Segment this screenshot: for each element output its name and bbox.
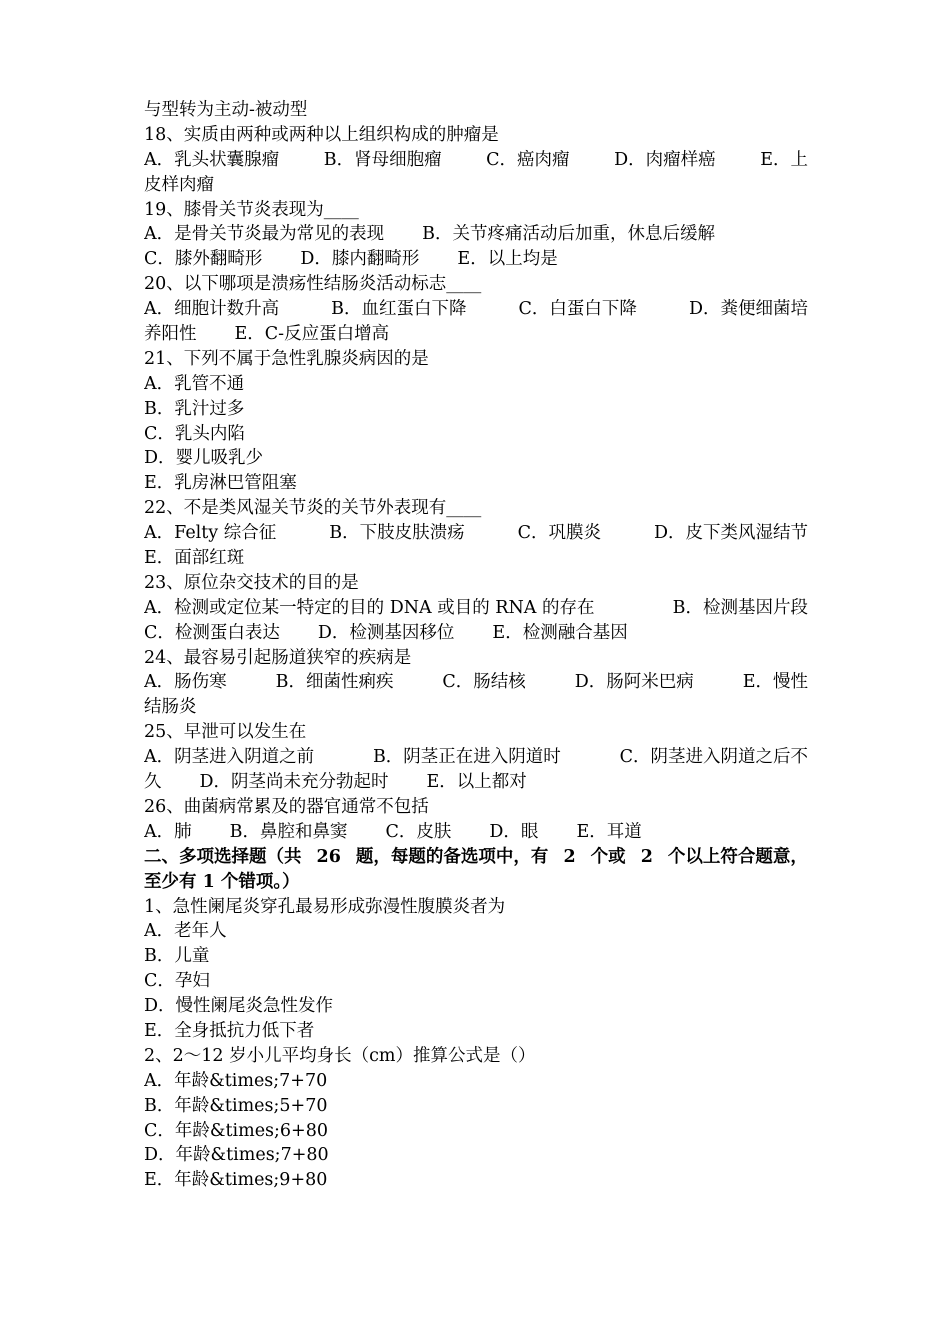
text-line: E．全身抵抗力低下者 [144,1020,315,1041]
text-line: 24、最容易引起肠道狭窄的疾病是 [144,647,412,668]
text-line: 26、曲菌病常累及的器官通常不包括 [144,796,429,817]
option-text: C．癌肉瘤 [486,149,570,170]
option-text: B．肾母细胞瘤 [323,149,442,170]
option-text: D．阴茎尚未充分勃起时 [199,772,389,793]
option-text: B．下肢皮肤溃疡 [329,523,465,544]
text-line: D．慢性阑尾炎急性发作 [144,996,334,1017]
option-text: C．肠结核 [442,672,526,693]
option-text: D．肉瘤样癌 [614,149,716,170]
document-page [144,98,808,1193]
options-line [144,521,808,546]
option-text: B．细菌性痢疾 [275,672,394,693]
text-line: D．婴儿吸乳少 [144,448,264,469]
text-line: 22、不是类风湿关节炎的关节外表现有____ [144,498,482,519]
option-text: D．肠阿米巴病 [574,672,694,693]
text-line: C．乳头内陷 [144,423,245,444]
option-text: E．C-反应蛋白增高 [234,324,390,345]
option-text: A．肠伤寒 [144,672,227,693]
options-line [144,247,808,272]
text-line: D．年龄&times;7+80 [144,1145,329,1166]
option-text: C．白蛋白下降 [518,299,637,320]
text-line: B．乳汁过多 [144,398,245,419]
option-text: D．检测基因移位 [317,622,455,643]
text-line: 23、原位杂交技术的目的是 [144,572,359,593]
option-text: D．皮下类风湿结节 [653,523,808,544]
option-text: E．耳道 [576,821,642,842]
option-text: 久 [144,772,162,793]
text-line: 1、急性阑尾炎穿孔最易形成弥漫性腹膜炎者为 [144,896,506,917]
option-text: C．皮肤 [385,821,452,842]
option-text: D．粪便细菌培 [688,299,808,320]
option-text: B．阴茎正在进入阴道时 [372,747,561,768]
option-text: 2 [640,846,653,867]
text-line: 皮样肉瘤 [144,174,214,195]
option-text: B．血红蛋白下降 [331,299,467,320]
option-text: 2 [563,846,576,867]
options-line [144,820,808,845]
option-text: E．慢性 [742,672,808,693]
option-text: D．膝内翻畸形 [300,249,420,270]
option-text: A．细胞计数升高 [144,299,280,320]
options-line [144,745,808,770]
text-line: 2、2～12 岁小儿平均身长（cm）推算公式是（） [144,1045,536,1066]
text-line: 20、以下哪项是溃疡性结肠炎活动标志____ [144,274,482,295]
option-text: A．是骨关节炎最为常见的表现 [144,224,385,245]
option-text: A．检测或定位某一特定的目的 DNA 或目的 RNA 的存在 [144,597,595,618]
text-line: 与型转为主动-被动型 [144,100,308,120]
option-text: A．肺 [144,821,192,842]
text-line: C．年龄&times;6+80 [144,1120,328,1141]
option-text: 二、多项选择题（共 [144,846,302,867]
option-text: C．膝外翻畸形 [144,249,263,270]
options-line [144,148,808,173]
option-text: C．巩膜炎 [517,523,601,544]
option-text: 个或 [590,846,626,867]
text-line: E．面部红斑 [144,548,245,569]
text-line: 25、早泄可以发生在 [144,722,307,743]
option-text: D．眼 [489,821,539,842]
section-heading-line [144,845,808,870]
options-line [144,670,808,695]
options-line [144,770,808,795]
option-text: C．阴茎进入阴道之后不 [619,747,808,768]
option-text: E．以上均是 [457,249,558,270]
option-text: E．上 [760,149,808,170]
option-text: C．检测蛋白表达 [144,622,280,643]
section-heading-line: 至少有 1 个错项。） [144,871,300,892]
options-line [144,322,808,347]
option-text: E．以上都对 [426,772,527,793]
options-line [144,596,808,621]
option-text: A．乳头状囊腺瘤 [144,149,280,170]
option-text: E．检测融合基因 [492,622,628,643]
text-line: 19、膝骨关节炎表现为____ [144,199,359,220]
options-line [144,621,808,646]
option-text: B．关节疼痛活动后加重，休息后缓解 [422,224,715,245]
option-text: A．Felty 综合征 [144,523,277,544]
option-text: 养阳性 [144,324,197,345]
text-line: C．孕妇 [144,971,210,992]
text-line: B．年龄&times;5+70 [144,1095,328,1116]
options-line [144,297,808,322]
option-text: 题，每题的备选项中，有 [355,846,549,867]
text-line: A．年龄&times;7+70 [144,1070,328,1091]
option-text: B．检测基因片段 [672,597,808,618]
text-line: A．老年人 [144,921,227,942]
text-line: 21、下列不属于急性乳腺炎病因的是 [144,348,429,369]
text-line: 结肠炎 [144,697,197,718]
option-text: A．阴茎进入阴道之前 [144,747,315,768]
text-line: A．乳管不通 [144,373,245,394]
option-text: 26 [316,846,341,867]
text-line: B．儿童 [144,946,210,967]
text-line: 18、实质由两种或两种以上组织构成的肿瘤是 [144,124,499,145]
text-line: E．年龄&times;9+80 [144,1170,328,1191]
option-text: 个以上符合题意， [667,846,808,867]
text-line: E．乳房淋巴管阻塞 [144,473,297,494]
options-line [144,222,808,247]
option-text: B．鼻腔和鼻窦 [229,821,348,842]
